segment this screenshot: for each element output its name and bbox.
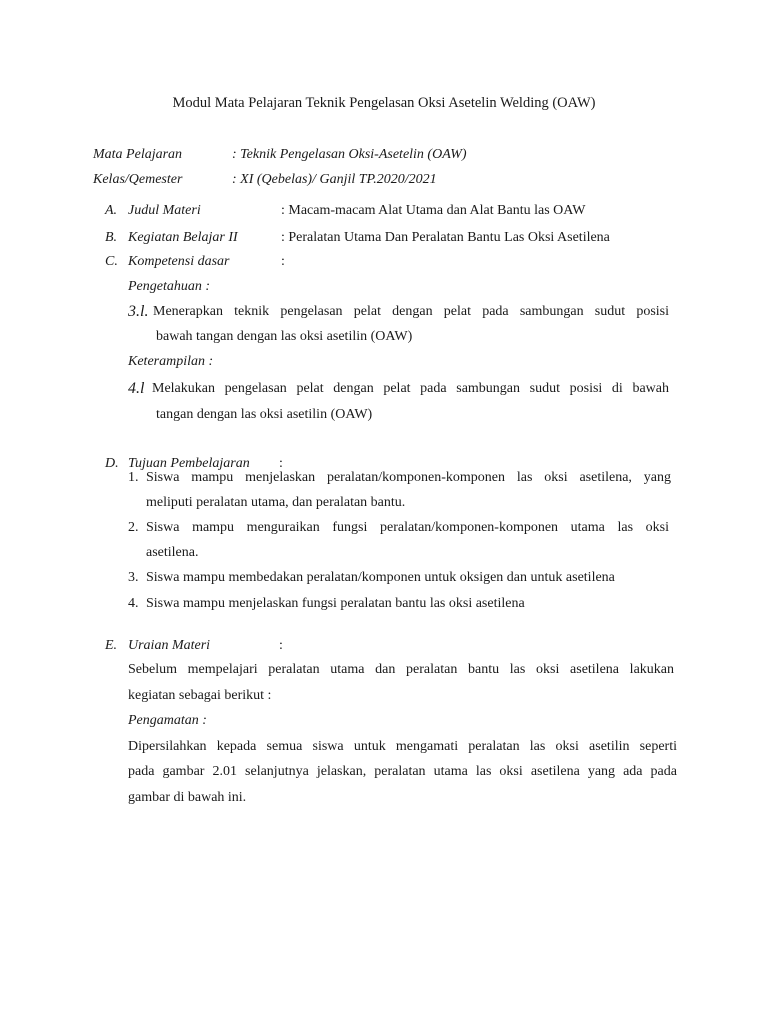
section-e-label: Uraian Materi (128, 638, 211, 653)
section-d-label: Tujuan Pembelajaran (128, 456, 250, 471)
section-b-label: Kegiatan Belajar II (128, 230, 238, 245)
class-value: : XI (Qebelas)/ Ganjil TP.2020/2021 (232, 172, 437, 187)
objective-3-line-1: Siswa mampu membedakan peralatan/komponen untuk oksigen dan untuk asetilena (146, 570, 615, 585)
objective-1-number: 1. (128, 470, 139, 485)
section-e-colon: : (279, 638, 283, 653)
section-e-letter: E. (105, 638, 118, 653)
section-a-letter: A. (105, 203, 118, 218)
objective-1-line-2: meliputi peralatan utama, dan peralatan bantu. (146, 495, 406, 510)
knowledge-label: Pengetahuan : (128, 279, 211, 294)
objective-2-line-1: Siswa mampu menguraikan fungsi peralatan/komponen-komponen utama las oksi (146, 520, 669, 535)
material-para-2-line-3: gambar di bawah ini. (128, 790, 247, 805)
subject-value: : Teknik Pengelasan Oksi-Asetelin (OAW) (232, 147, 467, 162)
objective-3-number: 3. (128, 570, 139, 585)
material-para-2-line-1: Dipersilahkan kepada semua siswa untuk mengamati peralatan las oksi asetilin seperti (128, 739, 677, 754)
knowledge-text-line-2: bawah tangan dengan las oksi asetilin (OAW) (156, 329, 413, 344)
document-title: Modul Mata Pelajaran Teknik Pengelasan Oksi Asetelin Welding (OAW) (172, 95, 596, 111)
material-para-2-line-2: pada gambar 2.01 selanjutnya jelaskan, peralatan utama las oksi asetilena yang ada pada (128, 764, 677, 779)
observation-label: Pengamatan : (128, 713, 207, 728)
section-d-letter: D. (105, 456, 119, 471)
objective-2-line-2: asetilena. (146, 545, 199, 560)
objective-1-line-1: Siswa mampu menjelaskan peralatan/komponen-komponen las oksi asetilena, yang (146, 470, 671, 485)
skill-text-line-2: tangan dengan las oksi asetilin (OAW) (156, 407, 373, 422)
objective-4-number: 4. (128, 596, 139, 611)
objective-2-number: 2. (128, 520, 139, 535)
section-b-value: : Peralatan Utama Dan Peralatan Bantu Las Oksi Asetilena (281, 230, 610, 245)
knowledge-number: 3.l. (128, 303, 149, 320)
section-a-value: : Macam-macam Alat Utama dan Alat Bantu las OAW (281, 203, 586, 218)
skill-number: 4.l (128, 380, 145, 397)
subject-label: Mata Pelajaran (93, 147, 183, 162)
section-c-letter: C. (105, 254, 118, 269)
section-d-colon: : (279, 456, 283, 471)
knowledge-text-line-1: Menerapkan teknik pengelasan pelat dengan pelat pada sambungan sudut posisi (153, 304, 669, 319)
skill-text-line-1: Melakukan pengelasan pelat dengan pelat pada sambungan sudut posisi di bawah (152, 381, 669, 396)
section-c-label: Kompetensi dasar (128, 254, 230, 269)
section-a-label: Judul Materi (128, 203, 201, 218)
objective-4-line-1: Siswa mampu menjelaskan fungsi peralatan bantu las oksi asetilena (146, 596, 525, 611)
section-c-colon: : (281, 254, 285, 269)
material-para-1-line-1: Sebelum mempelajari peralatan utama dan peralatan bantu las oksi asetilena lakukan (128, 662, 674, 677)
material-para-1-line-2: kegiatan sebagai berikut : (128, 688, 272, 703)
class-label: Kelas/Qemester (93, 172, 183, 187)
section-b-letter: B. (105, 230, 118, 245)
skill-label: Keterampilan : (128, 354, 214, 369)
